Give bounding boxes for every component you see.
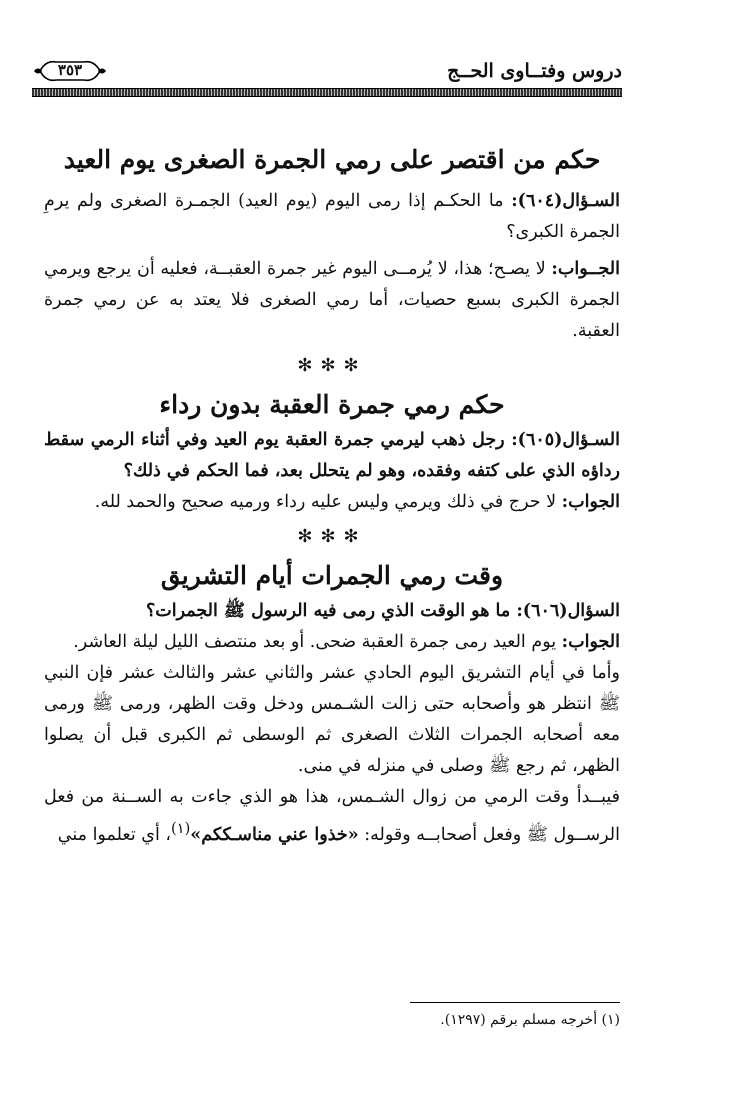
answer-label: الجواب: [561, 492, 620, 512]
page-number: ٣٥٣ [57, 61, 83, 79]
answer-text: لا حرج في ذلك ويرمي وليس عليه رداء ورميه صحيح والحمد لله. [94, 492, 562, 512]
answer-paragraph [44, 254, 620, 347]
main-text [44, 140, 620, 851]
header-rule [32, 88, 622, 97]
question-paragraph [44, 596, 620, 627]
hadith-quote: «خذوا عني مناسـككم» [190, 824, 359, 845]
footnote-marker: (١) [171, 820, 191, 837]
section-heading: وقت رمي الجمرات أيام التشريق [160, 561, 504, 590]
body-paragraph [44, 782, 620, 851]
answer-paragraph [44, 627, 620, 658]
answer-label: الجــواب: [551, 259, 620, 279]
section-heading: حكم رمي جمرة العقبة بدون رداء [159, 390, 505, 419]
footnote-rule [410, 1002, 620, 1003]
question-paragraph [44, 425, 620, 487]
question-label: السـؤال(٦٠٥): [511, 430, 620, 450]
question-label: السـؤال(٦٠٤): [511, 191, 620, 211]
asterism-separator: ✻✻✻ [297, 355, 367, 376]
body-text: فيبــدأ وقت الرمي من زوال الشـمس، هذا هو الذي جاءت به الســنة من فعل الرســول ﷺ وفعل أصحابــه وقوله: [44, 787, 620, 845]
asterism-separator: ✻✻✻ [297, 526, 367, 547]
body-text: ، أي تعلموا مني [57, 824, 172, 845]
answer-paragraph [44, 487, 620, 518]
footnote: (١) أخرجه مسلم برقم (١٢٩٧). [440, 1012, 620, 1028]
section-heading: حكم من اقتصر على رمي الجمرة الصغرى يوم العيد [63, 145, 601, 174]
question-text: ما الحكـم إذا رمى اليوم (يوم العيد) الجمـرة الصغرى ولم يرمِ الجمرة الكبرى؟ [44, 191, 620, 242]
page-number-badge [32, 58, 108, 84]
answer-text: يوم العيد رمى جمرة العقبة ضحى. أو بعد منتصف الليل ليلة العاشر. [73, 632, 562, 652]
running-header [32, 54, 622, 100]
body-paragraph: وأما في أيام التشريق اليوم الحادي عشر والثاني عشر والثالث عشر فإن النبي ﷺ انتظر هو وأصحابه حتى زالت الشـمس ودخل وقت الظهر، ورمى ﷺ ورمى معه أصحابه الجمرات الثلاث الصغرى ثم الوسطى ثم الكبرى قبل أن يصلوا الظهر، ثم رجع ﷺ وصلى في منزله في منى. [44, 663, 620, 776]
question-text: رجل ذهب ليرمي جمرة العقبة يوم العيد وفي أثناء الرمي سقط رداؤه الذي على كتفه وفقده، وهو لم يتحلل بعد، فما الحكم في ذلك؟ [44, 430, 620, 481]
question-paragraph [44, 186, 620, 248]
answer-label: الجواب: [561, 632, 620, 652]
running-title: دروس وفتــاوى الحــج [447, 60, 622, 82]
question-text: ما هو الوقت الذي رمى فيه الرسول ﷺ الجمرات؟ [145, 601, 517, 621]
answer-text: لا يصـح؛ هذا، لا يُرمــى اليوم غير جمرة العقبــة، فعليه أن يرجع ويرمي الجمرة الكبرى بسبع حصيات، أما رمي الصغرى فلا يعتد به عن رمي جمرة العقبة. [44, 259, 620, 341]
question-label: السؤال(٦٠٦): [516, 601, 620, 621]
